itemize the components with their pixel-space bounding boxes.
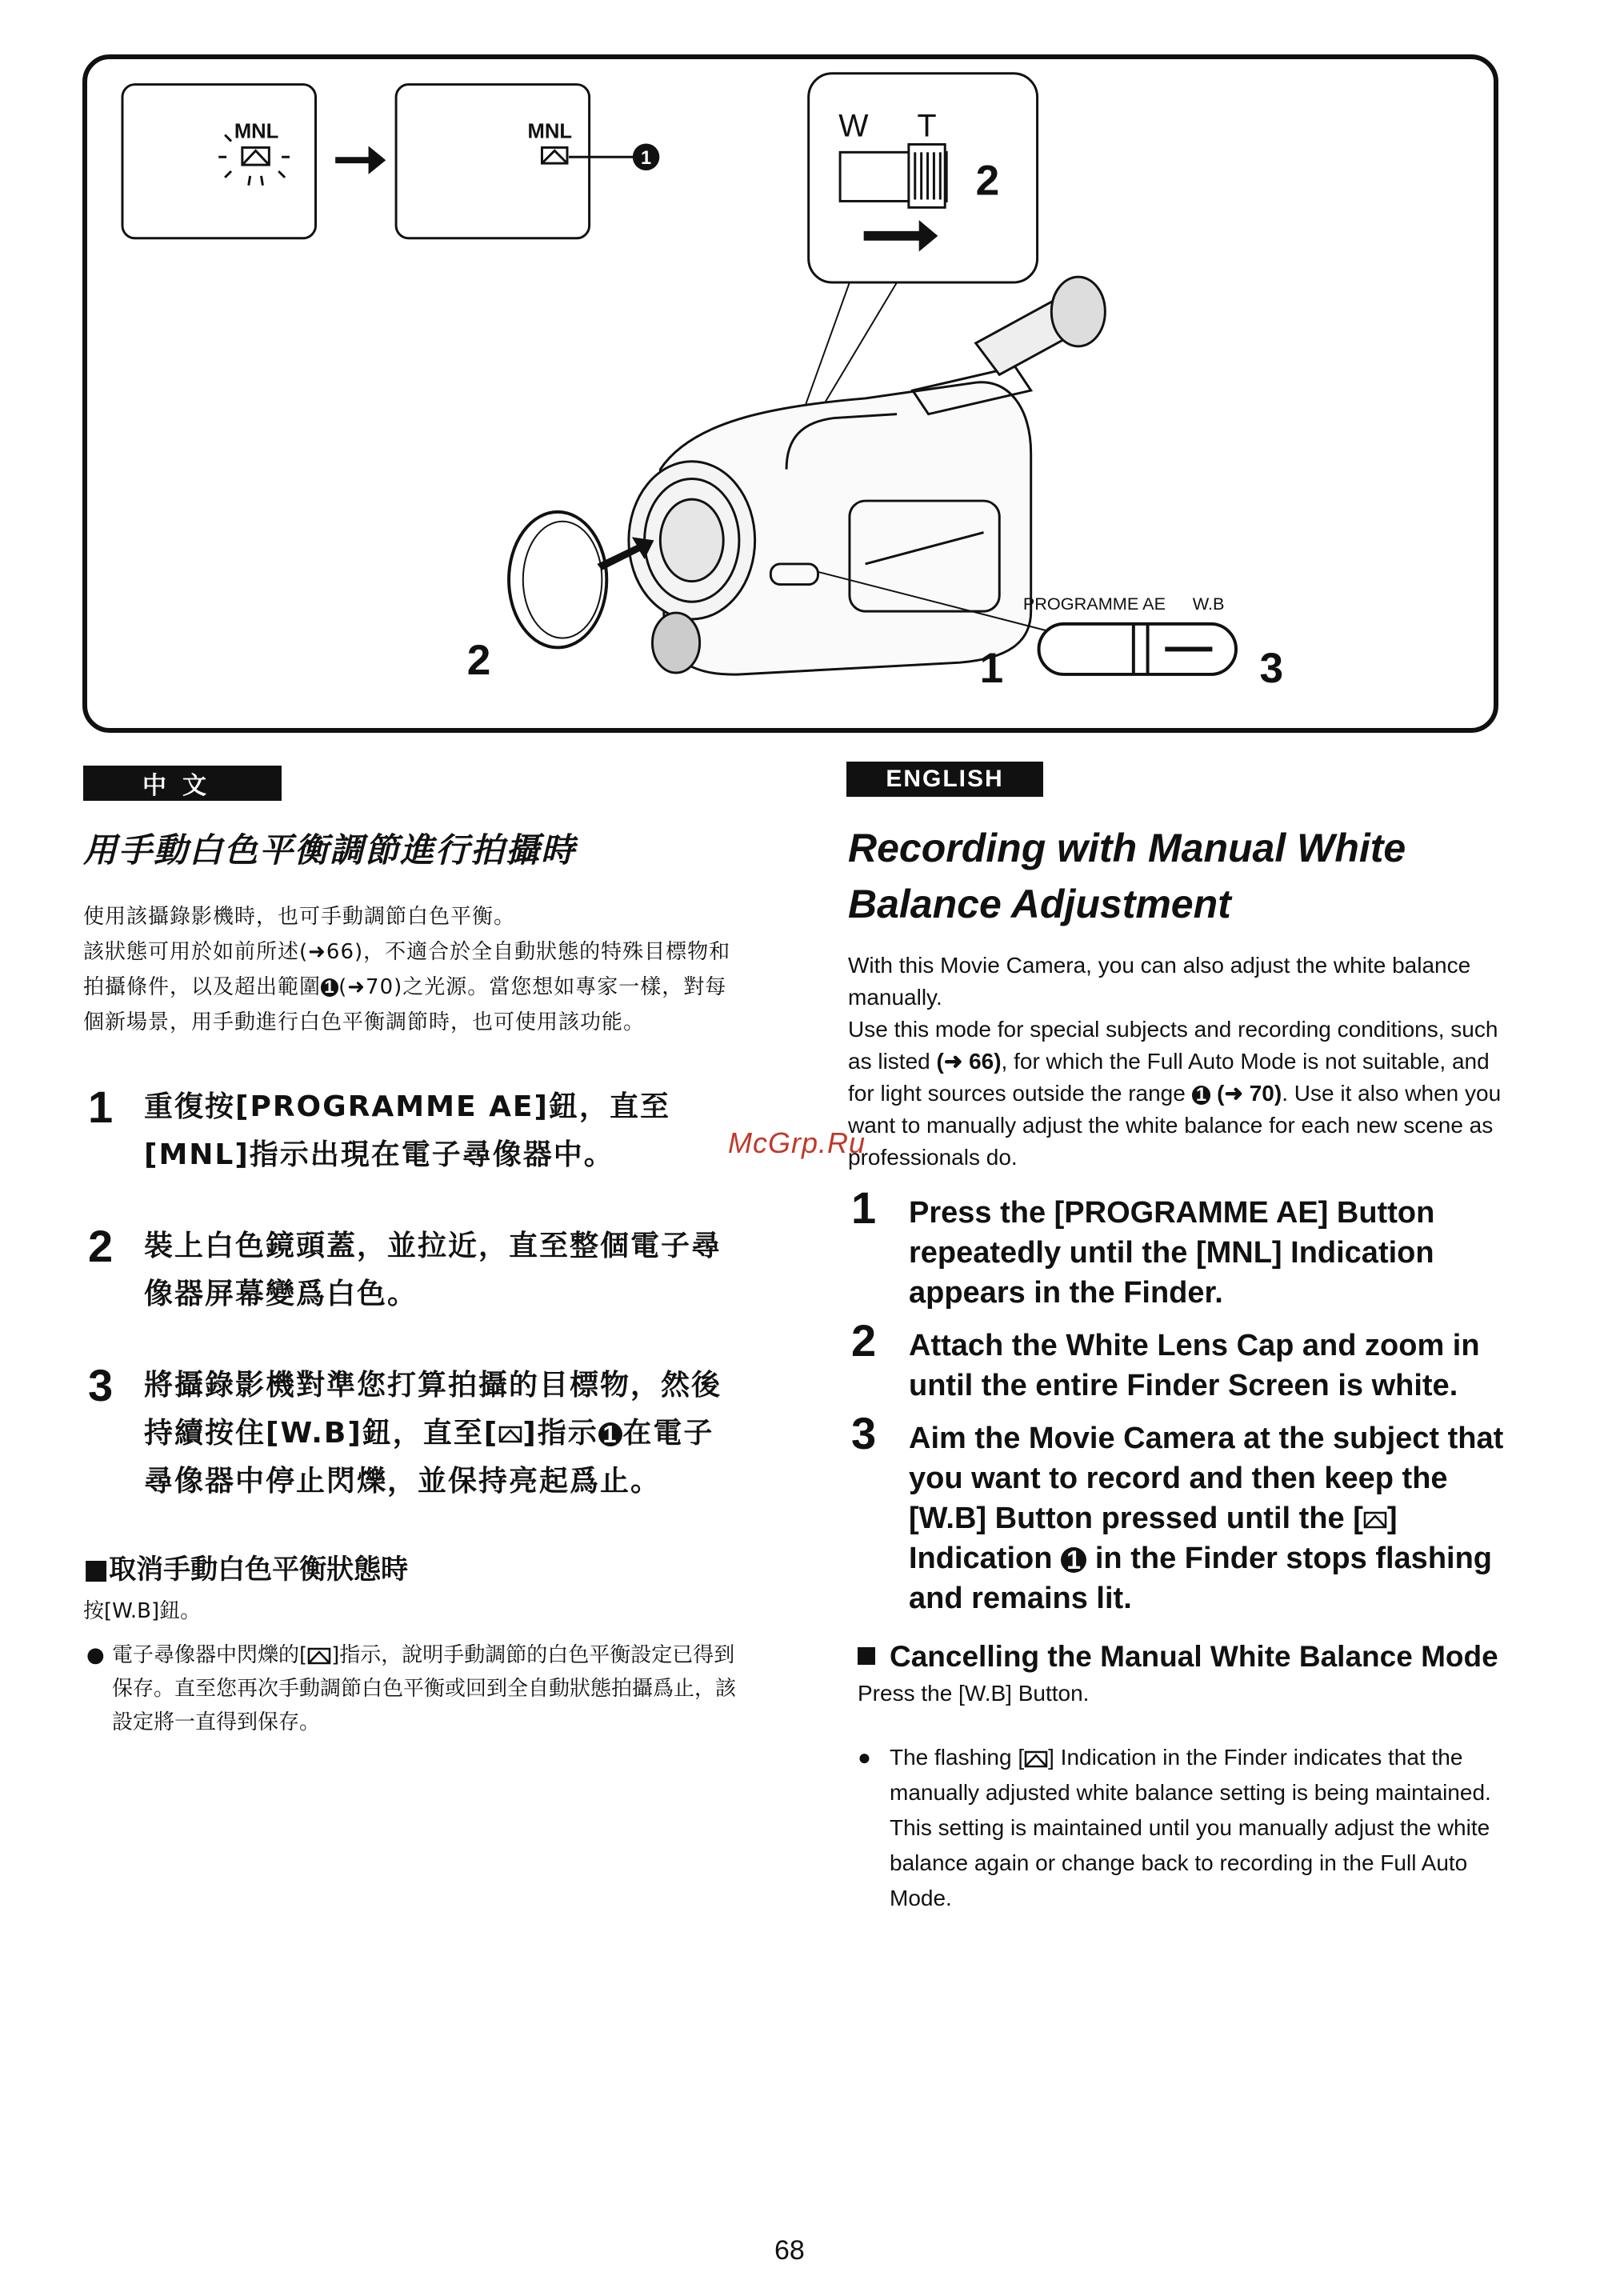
switch-right-step-label: 3 — [1259, 644, 1284, 692]
english-cancel-heading-text: Cancelling the Manual White Balance Mode — [890, 1640, 1498, 1673]
square-bullet-icon — [858, 1647, 875, 1665]
marker-one-icon: 1 — [598, 1422, 623, 1447]
switch-left-step-label: 1 — [979, 644, 1004, 692]
wb-indicator-icon — [307, 1647, 331, 1665]
chinese-column — [83, 824, 739, 1739]
english-step-2-text: Attach the White Lens Cap and zoom in until the entire Finder Screen is white. — [909, 1329, 1480, 1402]
chinese-step-1-number: 1 — [88, 1082, 114, 1132]
english-step-1-number: 1 — [851, 1182, 877, 1233]
chinese-step-3-part-a: 將攝錄影機對準您打算拍攝的目標物，然後持續按住[W.B]鈕，直至[ — [144, 1369, 722, 1450]
chinese-cancel-body: 按[W.B]鈕。 — [83, 1599, 202, 1623]
english-step-3-number: 3 — [851, 1408, 877, 1458]
finder-box-lit — [396, 85, 590, 238]
zoom-arrow-icon — [864, 220, 938, 251]
chinese-step-3-part-b: ]指示 — [522, 1417, 598, 1450]
chinese-intro-line2a: 該狀態可用於如前所述(➜66)，不適合於全自動狀態的特殊目標物和拍攝條件，以及超出範圍 — [83, 940, 731, 999]
english-step-1-text: Press the [PROGRAMME AE] Button repeatedly until the [MNL] Indication appears in the Finder. — [909, 1196, 1435, 1310]
chinese-step-2 — [83, 1222, 739, 1318]
english-note — [858, 1740, 1512, 1916]
chinese-note-part-b: ]指示，說明手動調節的白色平衡設定已得到保存。直至您再次手動調節白色平衡或回到全自動狀態拍攝爲止，該設定將一直得到保存。 — [112, 1643, 737, 1734]
camera-illustration — [82, 54, 1498, 733]
marker-one-icon: 1 — [1192, 1086, 1211, 1105]
marker-one-icon: 1 — [321, 978, 338, 996]
chinese-note-part-a: 電子尋像器中閃爍的[ — [112, 1643, 308, 1667]
page-number: 68 — [774, 2235, 805, 2266]
english-step-3-part-b: ] Indication — [909, 1502, 1398, 1575]
english-step-3 — [848, 1408, 1512, 1618]
camcorder-drawing — [629, 277, 1105, 674]
chinese-step-2-text: 裝上白色鏡頭蓋，並拉近，直至整個電子尋像器屏幕變爲白色。 — [144, 1230, 722, 1310]
english-section-tab: ENGLISH — [846, 762, 1043, 797]
chinese-title: 用手動白色平衡調節進行拍攝時 — [83, 830, 577, 870]
wb-indicator-icon — [1363, 1511, 1387, 1529]
chinese-step-3-text — [144, 1369, 722, 1498]
chinese-intro-line2b: (➜70)之光源。當您想如專家一樣，對每個新場景，用手動進行白色平衡調節時，也可使用該功能。 — [83, 975, 727, 1034]
bullet-icon: ● — [858, 1745, 871, 1770]
zoom-w-label: W — [838, 108, 869, 144]
chinese-section-tab: 中文 — [83, 766, 282, 801]
english-step-1 — [848, 1182, 1512, 1313]
english-step-3-part-c: in the Finder stops flashing and remains lit. — [909, 1542, 1493, 1615]
marker-one-icon: 1 — [1061, 1547, 1086, 1573]
english-note-part-a: The flashing [ — [890, 1745, 1025, 1770]
chinese-step-3-part-c: 在電子尋像器中停止閃爍，並保持亮起爲止。 — [144, 1417, 714, 1498]
wb-indicator-icon — [498, 1426, 522, 1443]
finder2-label: MNL — [527, 120, 573, 143]
bullet-icon: ● — [86, 1643, 105, 1667]
english-cancel-body: Press the [W.B] Button. — [858, 1681, 1090, 1706]
english-intro-part-e: . Use it also when you want to manually adjust the white balance for each new scene as professionals do. — [848, 1081, 1502, 1170]
english-intro-ref-66: (➜ 66) — [936, 1049, 1002, 1074]
chinese-intro — [83, 899, 739, 1040]
chinese-cancel-heading: ■取消手動白色平衡狀態時 — [83, 1554, 409, 1586]
english-column — [848, 820, 1512, 1916]
zoom-t-label: T — [917, 108, 937, 144]
english-title: Recording with Manual White Balance Adjustment — [848, 826, 1406, 926]
english-intro-part-a: Use this mode for special subjects and recording conditions, such as listed — [848, 1017, 1498, 1074]
english-intro-line1: With this Movie Camera, you can also adjust the white balance manually. — [848, 953, 1471, 1010]
zoom-step-label: 2 — [975, 157, 1000, 205]
english-step-2-number: 2 — [851, 1315, 877, 1366]
arrow-right-icon — [335, 146, 386, 174]
lens-cap-step-label: 2 — [466, 636, 491, 684]
english-step-2 — [848, 1315, 1512, 1406]
chinese-step-1-text: 重復按[PROGRAMME AE]鈕，直至[MNL]指示出現在電子尋像器中。 — [144, 1090, 670, 1171]
english-step-3-text — [909, 1422, 1503, 1615]
lit-wb-icon — [542, 147, 567, 163]
switch-wb-label: W.B — [1192, 594, 1225, 614]
watermark-text: McGrp.Ru — [728, 1126, 866, 1159]
english-intro — [848, 950, 1512, 1174]
wb-indicator-icon — [1024, 1750, 1048, 1768]
english-intro-ref-70: (➜ 70) — [1217, 1081, 1282, 1106]
chinese-step-3-number: 3 — [88, 1360, 114, 1410]
finder1-label: MNL — [234, 120, 279, 143]
english-intro-part-c: , for which the Full Auto Mode is not suitable, and for light sources outside the range — [848, 1049, 1490, 1106]
english-cancel-heading — [848, 1636, 1512, 1678]
chinese-step-3 — [83, 1362, 739, 1506]
chinese-step-2-number: 2 — [88, 1221, 114, 1271]
finder-box-flashing — [122, 85, 316, 238]
callout-marker-number: 1 — [641, 148, 652, 170]
english-note-part-b: ] Indication in the Finder indicates that the manually adjusted white balance setting is being maintained. This setting is maintained until you manually adjust the white balance again or change back to recording in the Full Auto Mode. — [890, 1745, 1491, 1910]
chinese-step-1 — [83, 1083, 739, 1179]
chinese-intro-line1: 使用該攝錄影機時，也可手動調節白色平衡。 — [83, 905, 516, 929]
switch-programme-ae-label: PROGRAMME AE — [1022, 594, 1166, 614]
english-step-3-part-a: Aim the Movie Camera at the subject that you want to record and then keep the [W.B] Button pressed until the [ — [909, 1422, 1504, 1535]
chinese-note — [83, 1638, 739, 1739]
camera-illustration-svg — [87, 59, 1494, 728]
